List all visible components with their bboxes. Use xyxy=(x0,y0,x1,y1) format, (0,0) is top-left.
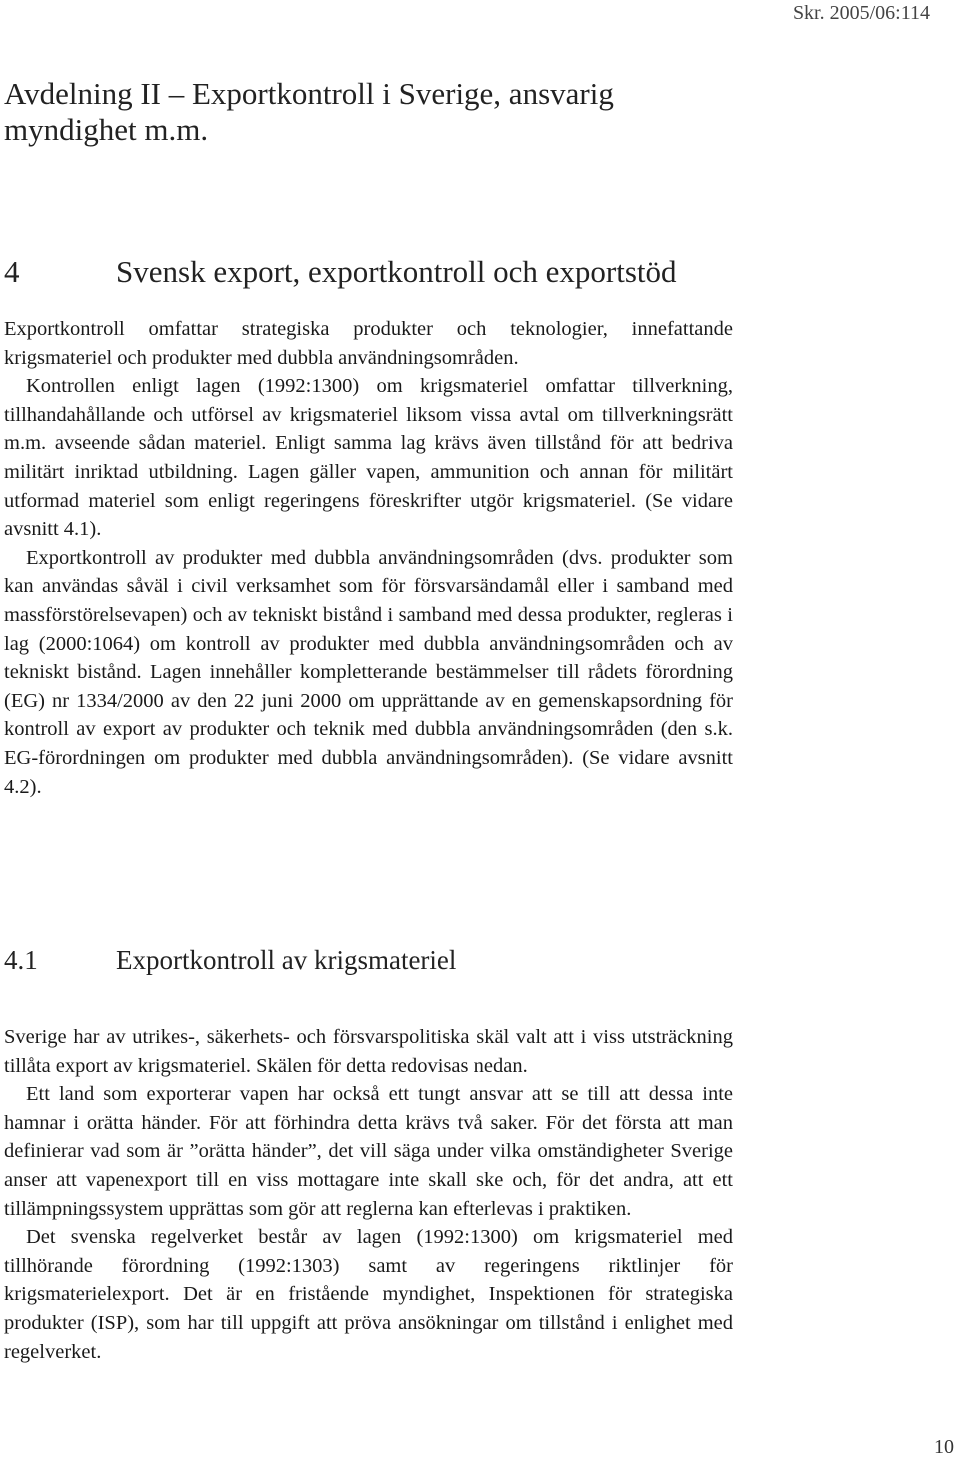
section-heading xyxy=(4,944,456,976)
paragraph: Det svenska regelverket består av lagen (1992:1300) om krigsmateriel med tillhörande förordning (1992:1303) samt av regeringens riktlinjer för krigsmaterielexport. Det är en fristående myndighet, Inspektionen för strategiska produkter (ISP), som har till uppgift att pröva ansökningar om tillstånd i enlighet med regelverket. xyxy=(4,1226,733,1363)
division-title: Avdelning II – Exportkontroll i Sverige, ansvarig myndighet m.m. xyxy=(4,76,614,147)
paragraph: Sverige har av utrikes-, säkerhets- och försvarspolitiska skäl valt att i viss utsträckning tillåta export av krigsmateriel. Skälen för detta redovisas nedan. xyxy=(4,1026,733,1077)
page-number: 10 xyxy=(934,1436,954,1458)
chapter-number: 4 xyxy=(4,254,20,289)
chapter-title: Svensk export, exportkontroll och exportstöd xyxy=(116,254,677,289)
section-body xyxy=(4,1023,733,1366)
section-number: 4.1 xyxy=(4,945,38,975)
chapter-heading xyxy=(4,254,677,290)
paragraph: Exportkontroll omfattar strategiska produkter och teknologier, innefattande krigsmateriel och produkter med dubbla användningsområden. xyxy=(4,318,733,369)
document-reference: Skr. 2005/06:114 xyxy=(792,2,930,24)
paragraph: Exportkontroll av produkter med dubbla användningsområden (dvs. produkter som kan användas såväl i civil verksamhet som för försvarsändamål eller i samband med massförstörelsevapen) och av tekniskt bistånd i samband med dessa produkter, regleras i lag (2000:1064) om kontroll av produkter med dubbla användningsområden och av tekniskt bistånd. Lagen innehåller kompletterande bestämmelser till rådets förordning (EG) nr 1334/2000 av den 22 juni 2000 om upprättande av en gemenskapsordning för kontroll av export av produkter och teknik med dubbla användningsområden (den s.k. EG-förordningen om produkter med dubbla användningsområden). (Se vidare avsnitt 4.2). xyxy=(4,546,733,798)
paragraph: Ett land som exporterar vapen har också ett tungt ansvar att se till att dessa inte hamnar i orätta händer. För att förhindra detta krävs två saker. För det första att man definierar vad som är ”orätta händer”, det vill säga under vilka omständigheter Sverige anser att vapenexport till en viss mottagare inte skall ske och, för det andra, att ett tillämpningssystem upprättas som gör att reglerna kan efterlevas i praktiken. xyxy=(4,1083,733,1220)
paragraph: Kontrollen enligt lagen (1992:1300) om krigsmateriel omfattar tillverkning, tillhandahållande och utförsel av krigsmateriel liksom vissa avtal om tillverkningsrätt m.m. avseende sådan materiel. Enligt samma lag krävs även tillstånd för att bedriva militärt inriktad utbildning. Lagen gäller vapen, ammunition och annan för militärt utformad materiel som enligt regeringens föreskrifter utgör krigsmateriel. (Se vidare avsnitt 4.1). xyxy=(4,375,733,541)
chapter-body xyxy=(4,315,733,801)
section-title: Exportkontroll av krigsmateriel xyxy=(116,945,457,975)
